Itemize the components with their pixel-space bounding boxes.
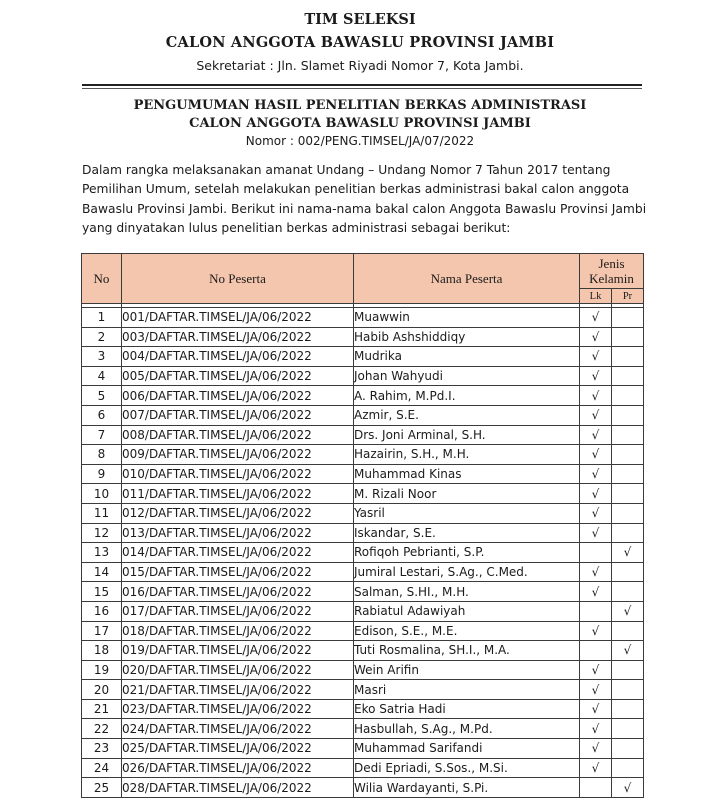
col-header-pr: Pr: [612, 289, 644, 304]
participant-number: 025/DAFTAR.TIMSEL/JA/06/2022: [122, 739, 354, 759]
check-mark-icon: √: [591, 467, 600, 482]
gender-male-cell: [580, 464, 612, 484]
check-mark-icon: √: [591, 369, 600, 384]
row-number: 8: [82, 445, 122, 465]
check-mark-icon: √: [591, 427, 600, 442]
check-mark-icon: √: [623, 780, 632, 795]
gender-female-cell: [612, 386, 644, 406]
col-header-lk: Lk: [580, 289, 612, 304]
table-row: [82, 543, 644, 563]
gender-male-cell: [580, 562, 612, 582]
paragraph-line: Pemilihan Umum, setelah melakukan penelitian berkas administrasi bakal calon anggota: [82, 182, 630, 197]
gender-male-cell: [580, 601, 612, 621]
row-number: 12: [82, 523, 122, 543]
gender-male-cell: [580, 582, 612, 602]
row-number: 21: [82, 699, 122, 719]
row-number: 6: [82, 405, 122, 425]
participant-number: 007/DAFTAR.TIMSEL/JA/06/2022: [122, 405, 354, 425]
participant-name: Iskandar, S.E.: [354, 523, 580, 543]
gender-female-cell: [612, 366, 644, 386]
col-header-nama: Nama Peserta: [354, 254, 580, 304]
participant-number: 017/DAFTAR.TIMSEL/JA/06/2022: [122, 601, 354, 621]
gender-male-cell: [580, 621, 612, 641]
gender-female-cell: [612, 699, 644, 719]
gender-female-cell: [612, 484, 644, 504]
row-number: 16: [82, 601, 122, 621]
row-number: 24: [82, 758, 122, 778]
gender-female-cell: [612, 778, 644, 798]
table-row: [82, 562, 644, 582]
table-row: [82, 405, 644, 425]
row-number: 15: [82, 582, 122, 602]
participant-name: Jumiral Lestari, S.Ag., C.Med.: [354, 562, 580, 582]
check-mark-icon: √: [591, 447, 600, 462]
participant-name: Eko Satria Hadi: [354, 699, 580, 719]
check-mark-icon: √: [591, 486, 600, 501]
participant-name: Hasbullah, S.Ag., M.Pd.: [354, 719, 580, 739]
participant-name: Johan Wahyudi: [354, 366, 580, 386]
check-mark-icon: √: [623, 604, 632, 619]
row-number: 9: [82, 464, 122, 484]
gender-female-cell: [612, 680, 644, 700]
participant-number: 011/DAFTAR.TIMSEL/JA/06/2022: [122, 484, 354, 504]
participant-number: 001/DAFTAR.TIMSEL/JA/06/2022: [122, 308, 354, 328]
check-mark-icon: √: [591, 525, 600, 540]
row-number: 14: [82, 562, 122, 582]
participant-number: 026/DAFTAR.TIMSEL/JA/06/2022: [122, 758, 354, 778]
gender-male-cell: [580, 425, 612, 445]
participant-number: 009/DAFTAR.TIMSEL/JA/06/2022: [122, 445, 354, 465]
participant-number: 003/DAFTAR.TIMSEL/JA/06/2022: [122, 327, 354, 347]
gender-female-cell: [612, 621, 644, 641]
table-row: [82, 758, 644, 778]
participant-number: 010/DAFTAR.TIMSEL/JA/06/2022: [122, 464, 354, 484]
check-mark-icon: √: [591, 584, 600, 599]
check-mark-icon: √: [623, 545, 632, 560]
participant-name: Rofiqoh Pebrianti, S.P.: [354, 543, 580, 563]
gender-female-cell: [612, 641, 644, 661]
row-number: 1: [82, 308, 122, 328]
participant-number: 020/DAFTAR.TIMSEL/JA/06/2022: [122, 660, 354, 680]
participant-name: Salman, S.HI., M.H.: [354, 582, 580, 602]
gender-female-cell: [612, 425, 644, 445]
table-row: [82, 680, 644, 700]
participant-number: 006/DAFTAR.TIMSEL/JA/06/2022: [122, 386, 354, 406]
table-row: [82, 347, 644, 367]
participant-number: 004/DAFTAR.TIMSEL/JA/06/2022: [122, 347, 354, 367]
participant-number: 028/DAFTAR.TIMSEL/JA/06/2022: [122, 778, 354, 798]
check-mark-icon: √: [591, 760, 600, 775]
gender-male-cell: [580, 680, 612, 700]
table-row: [82, 484, 644, 504]
announcement-subtitle: CALON ANGGOTA BAWASLU PROVINSI JAMBI: [189, 116, 531, 131]
participant-name: Yasril: [354, 503, 580, 523]
row-number: 18: [82, 641, 122, 661]
gender-male-cell: [580, 308, 612, 328]
row-number: 25: [82, 778, 122, 798]
table-row: [82, 503, 644, 523]
row-number: 19: [82, 660, 122, 680]
announcement-number: Nomor : 002/PENG.TIMSEL/JA/07/2022: [245, 134, 475, 148]
gender-female-cell: [612, 562, 644, 582]
table-row: [82, 464, 644, 484]
gender-female-cell: [612, 582, 644, 602]
table-row: [82, 386, 644, 406]
table-row: [82, 660, 644, 680]
gender-male-cell: [580, 778, 612, 798]
participant-number: 024/DAFTAR.TIMSEL/JA/06/2022: [122, 719, 354, 739]
participant-name: Hazairin, S.H., M.H.: [354, 445, 580, 465]
paragraph-line: Bawaslu Provinsi Jambi. Berikut ini nama-nama bakal calon Anggota Bawaslu Provinsi Jambi: [82, 201, 647, 216]
col-header-no-peserta: No Peserta: [122, 254, 354, 304]
check-mark-icon: √: [591, 310, 600, 325]
participant-name: Azmir, S.E.: [354, 405, 580, 425]
table-row: [82, 308, 644, 328]
table-row: [82, 523, 644, 543]
row-number: 13: [82, 543, 122, 563]
participant-name: Muawwin: [354, 308, 580, 328]
gender-female-cell: [612, 758, 644, 778]
participant-number: 008/DAFTAR.TIMSEL/JA/06/2022: [122, 425, 354, 445]
header-team-title: TIM SELEKSI: [304, 11, 416, 28]
gender-female-cell: [612, 543, 644, 563]
check-mark-icon: √: [591, 506, 600, 521]
participant-name: Drs. Joni Arminal, S.H.: [354, 425, 580, 445]
gender-male-cell: [580, 366, 612, 386]
announcement-title: PENGUMUMAN HASIL PENELITIAN BERKAS ADMINISTRASI: [133, 98, 587, 113]
header-divider-thick: [82, 84, 642, 86]
col-header-no: No: [82, 254, 122, 304]
participant-name: Muhammad Sarifandi: [354, 739, 580, 759]
row-number: 7: [82, 425, 122, 445]
table-row: [82, 425, 644, 445]
participant-number: 019/DAFTAR.TIMSEL/JA/06/2022: [122, 641, 354, 661]
gender-male-cell: [580, 445, 612, 465]
gender-male-cell: [580, 699, 612, 719]
check-mark-icon: √: [591, 702, 600, 717]
table-row: [82, 621, 644, 641]
participants-table: [81, 253, 644, 798]
header-divider-thin: [82, 88, 642, 89]
table-row: [82, 699, 644, 719]
participant-name: A. Rahim, M.Pd.I.: [354, 386, 580, 406]
gender-female-cell: [612, 503, 644, 523]
check-mark-icon: √: [591, 565, 600, 580]
gender-female-cell: [612, 601, 644, 621]
participant-name: Rabiatul Adawiyah: [354, 601, 580, 621]
participant-number: 023/DAFTAR.TIMSEL/JA/06/2022: [122, 699, 354, 719]
gender-male-cell: [580, 641, 612, 661]
row-number: 23: [82, 739, 122, 759]
gender-male-cell: [580, 386, 612, 406]
check-mark-icon: √: [591, 408, 600, 423]
check-mark-icon: √: [591, 388, 600, 403]
col-header-jenis-kelamin: Jenis Kelamin: [580, 254, 644, 289]
check-mark-icon: √: [591, 741, 600, 756]
gender-male-cell: [580, 660, 612, 680]
table-row: [82, 366, 644, 386]
participant-number: 005/DAFTAR.TIMSEL/JA/06/2022: [122, 366, 354, 386]
check-mark-icon: √: [591, 329, 600, 344]
participant-name: Habib Ashshiddiqy: [354, 327, 580, 347]
table-row: [82, 641, 644, 661]
participant-name: Wilia Wardayanti, S.Pi.: [354, 778, 580, 798]
row-number: 17: [82, 621, 122, 641]
participant-name: Masri: [354, 680, 580, 700]
intro-paragraph: [82, 161, 647, 239]
table-row: [82, 601, 644, 621]
table-row: [82, 739, 644, 759]
gender-male-cell: [580, 405, 612, 425]
row-number: 2: [82, 327, 122, 347]
gender-male-cell: [580, 503, 612, 523]
row-number: 3: [82, 347, 122, 367]
gender-female-cell: [612, 445, 644, 465]
gender-male-cell: [580, 758, 612, 778]
participant-number: 012/DAFTAR.TIMSEL/JA/06/2022: [122, 503, 354, 523]
table-row: [82, 719, 644, 739]
participant-name: Mudrika: [354, 347, 580, 367]
participant-name: Tuti Rosmalina, SH.I., M.A.: [354, 641, 580, 661]
table-row: [82, 778, 644, 798]
gender-female-cell: [612, 739, 644, 759]
header-address: Sekretariat : Jln. Slamet Riyadi Nomor 7, Kota Jambi.: [196, 58, 524, 73]
gender-female-cell: [612, 523, 644, 543]
paragraph-line: yang dinyatakan lulus penelitian berkas administrasi sebagai berikut:: [82, 221, 511, 236]
gender-female-cell: [612, 719, 644, 739]
participant-name: Wein Arifin: [354, 660, 580, 680]
row-number: 22: [82, 719, 122, 739]
table-body: [82, 304, 644, 798]
participant-number: 016/DAFTAR.TIMSEL/JA/06/2022: [122, 582, 354, 602]
participant-name: M. Rizali Noor: [354, 484, 580, 504]
participant-number: 021/DAFTAR.TIMSEL/JA/06/2022: [122, 680, 354, 700]
gender-male-cell: [580, 543, 612, 563]
participant-name: Edison, S.E., M.E.: [354, 621, 580, 641]
participant-number: 015/DAFTAR.TIMSEL/JA/06/2022: [122, 562, 354, 582]
gender-female-cell: [612, 327, 644, 347]
gender-female-cell: [612, 347, 644, 367]
gender-female-cell: [612, 660, 644, 680]
table-row: [82, 327, 644, 347]
gender-male-cell: [580, 523, 612, 543]
header-committee-title: CALON ANGGOTA BAWASLU PROVINSI JAMBI: [165, 34, 555, 51]
paragraph-line: Dalam rangka melaksanakan amanat Undang – Undang Nomor 7 Tahun 2017 tentang: [82, 163, 611, 177]
gender-female-cell: [612, 308, 644, 328]
row-number: 11: [82, 503, 122, 523]
gender-male-cell: [580, 484, 612, 504]
table-row: [82, 445, 644, 465]
check-mark-icon: √: [591, 682, 600, 697]
participant-name: Dedi Epriadi, S.Sos., M.Si.: [354, 758, 580, 778]
check-mark-icon: √: [591, 623, 600, 638]
gender-male-cell: [580, 739, 612, 759]
gender-female-cell: [612, 405, 644, 425]
gender-male-cell: [580, 327, 612, 347]
check-mark-icon: √: [591, 721, 600, 736]
gender-female-cell: [612, 464, 644, 484]
table-row: [82, 582, 644, 602]
participant-number: 014/DAFTAR.TIMSEL/JA/06/2022: [122, 543, 354, 563]
check-mark-icon: √: [623, 643, 632, 658]
participant-number: 018/DAFTAR.TIMSEL/JA/06/2022: [122, 621, 354, 641]
participant-name: Muhammad Kinas: [354, 464, 580, 484]
participant-number: 013/DAFTAR.TIMSEL/JA/06/2022: [122, 523, 354, 543]
row-number: 5: [82, 386, 122, 406]
row-number: 10: [82, 484, 122, 504]
gender-male-cell: [580, 719, 612, 739]
check-mark-icon: √: [591, 662, 600, 677]
row-number: 4: [82, 366, 122, 386]
row-number: 20: [82, 680, 122, 700]
check-mark-icon: √: [591, 349, 600, 364]
gender-male-cell: [580, 347, 612, 367]
